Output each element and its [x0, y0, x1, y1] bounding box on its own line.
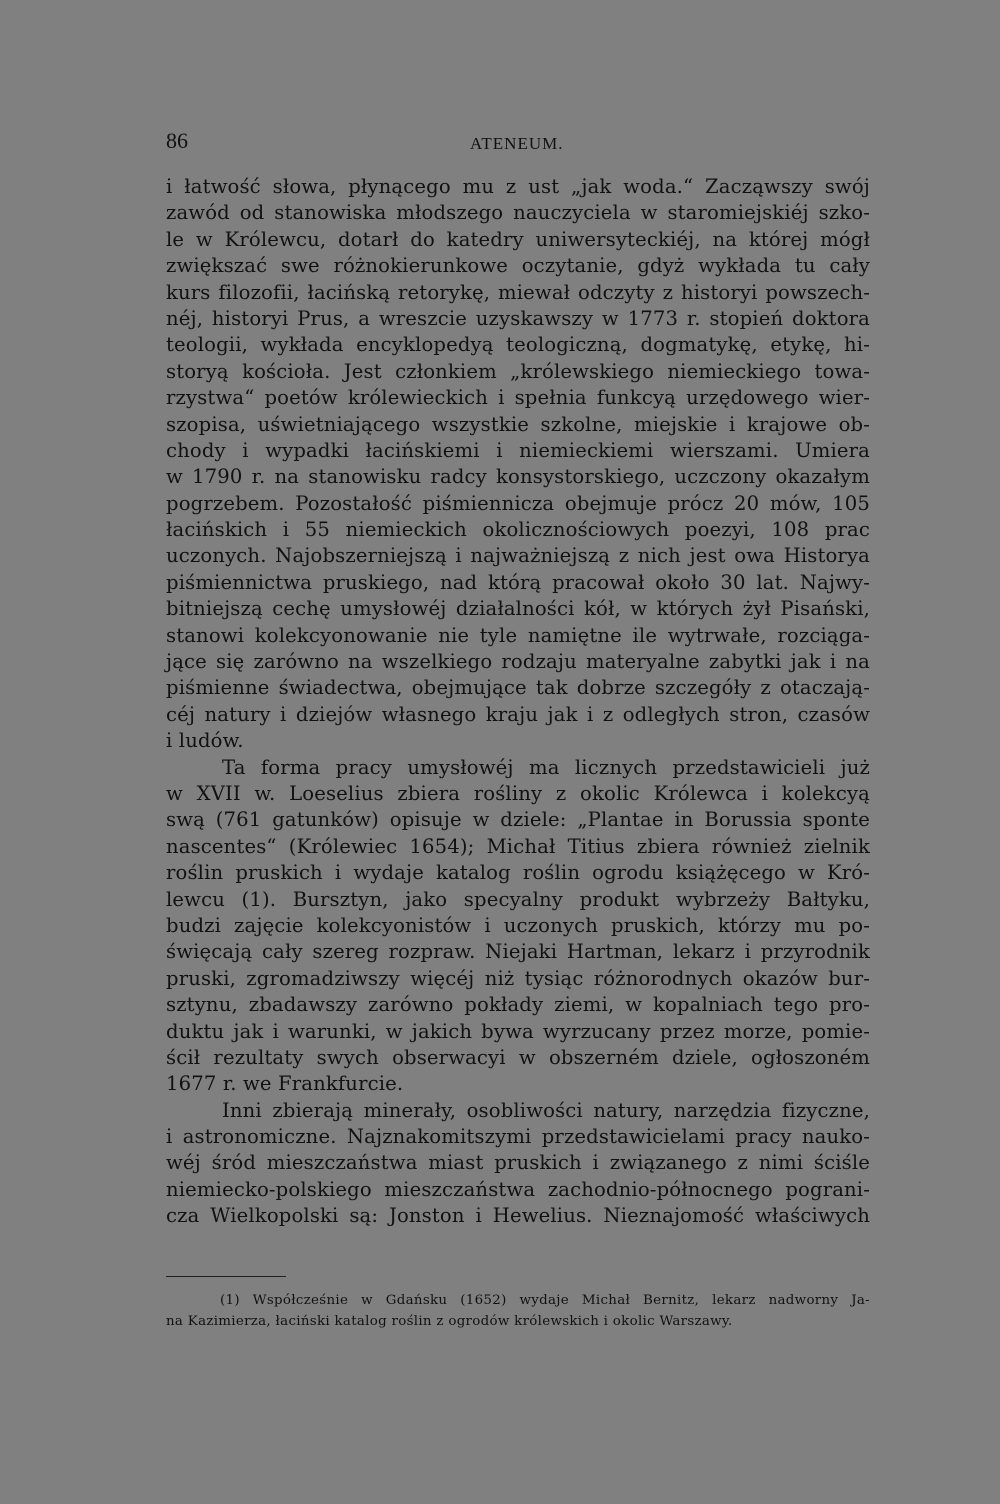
footnote-rule	[166, 1276, 286, 1277]
text-line: i ludów.	[166, 729, 244, 753]
text-line: le w Królewcu, dotarł do katedry uniwersyteckiéj, na której mógł	[166, 227, 870, 251]
page-number: 86	[166, 128, 188, 153]
text-line: budzi zajęcie kolekcyonistów i uczonych pruskich, którzy mu po-	[166, 913, 870, 937]
text-line: i astronomiczne. Najznakomitszymi przedstawicielami pracy nauko-	[166, 1125, 870, 1149]
text-line: w 1790 r. na stanowisku radcy konsystorskiego, uczczony okazałym	[166, 465, 870, 489]
text-line: néj, historyi Prus, a wreszcie uzyskawszy w 1773 r. stopień doktora	[166, 306, 870, 330]
text-line: szopisa, uświetniającego wszystkie szkolne, miejskie i krajowe ob-	[166, 412, 870, 436]
text-line: lewcu (1). Bursztyn, jako specyalny produkt wybrzeży Bałtyku,	[166, 887, 870, 911]
text-line: Inni zbierają minerały, osobliwości natury, narzędzia fizyczne,	[222, 1098, 870, 1122]
text-line: jące się zarówno na wszelkiego rodzaju materyalne zabytki jak i na	[166, 650, 870, 674]
text-line: sztynu, zbadawszy zarówno pokłady ziemi, w kopalniach tego pro-	[166, 993, 870, 1017]
text-line: i łatwość słowa, płynącego mu z ust „jak woda.“ Zacząwszy swój	[166, 175, 870, 198]
text-line: cza Wielkopolski są: Jonston i Hewelius. Nieznajomość właściwych	[166, 1204, 870, 1228]
footnote-line: na Kazimierza, łaciński katalog roślin z ogrodów królewskich i okolic Warszawy.	[166, 1314, 733, 1329]
body-text	[166, 174, 870, 1230]
text-line: Ta forma pracy umysłowéj ma licznych przedstawicieli już	[222, 755, 870, 779]
text-line: święcają cały szereg rozpraw. Niejaki Hartman, lekarz i przyrodnik	[166, 940, 870, 964]
text-line: łacińskich i 55 niemieckich okolicznościowych poezyi, 108 prac	[166, 518, 870, 542]
text-line: swą (761 gatunków) opisuje w dziele: „Plantae in Borussia sponte	[166, 808, 870, 832]
text-line: zawód od stanowiska młodszego nauczyciela w staromiejskiéj szko-	[166, 201, 870, 225]
text-line: storyą kościoła. Jest członkiem „królewskiego niemieckiego towa-	[166, 359, 870, 383]
running-head: ATENEUM.	[470, 134, 564, 153]
text-line: pogrzebem. Pozostałość piśmiennicza obejmuje prócz 20 mów, 105	[166, 491, 870, 515]
text-line: piśmienne świadectwa, obejmujące tak dobrze szczegóły z otaczają-	[166, 676, 870, 700]
text-line: zwiększać swe różnokierunkowe oczytanie, gdyż wykłada tu cały	[166, 254, 870, 278]
text-line: céj natury i dziejów własnego kraju jak i z odległych stron, czasów	[166, 702, 870, 726]
text-line: chody i wypadki łacińskiemi i niemieckiemi wierszami. Umiera	[166, 438, 870, 462]
text-line: bitniejszą cechę umysłowéj działalności kół, w których żył Pisański,	[166, 597, 870, 621]
text-line: pruski, zgromadziwszy więcéj niż tysiąc różnorodnych okazów bur-	[166, 966, 870, 990]
text-line: rzystwa“ poetów królewieckich i spełnia funkcyą urzędowego wier-	[166, 386, 870, 410]
text-line: 1677 r. we Frankfurcie.	[166, 1072, 404, 1096]
text-line: w XVII w. Loeselius zbiera rośliny z okolic Królewca i kolekcyą	[166, 781, 870, 805]
text-line: piśmiennictwa pruskiego, nad którą pracował około 30 lat. Najwy-	[166, 570, 870, 594]
text-line: nascentes“ (Królewiec 1654); Michał Titius zbiera również zielnik	[166, 834, 870, 858]
text-line: wéj śród mieszczaństwa miast pruskich i związanego z nimi ściśle	[166, 1151, 870, 1175]
text-line: ścił rezultaty swych obserwacyi w obszerném dziele, ogłoszoném	[166, 1045, 870, 1069]
text-line: roślin pruskich i wydaje katalog roślin ogrodu książęcego w Kró-	[166, 861, 870, 885]
text-line: kurs filozofii, łacińską retorykę, miewał odczyty z historyi powszech-	[166, 280, 870, 304]
footnote-line: (1) Współcześnie w Gdańsku (1652) wydaje Michał Bernitz, lekarz nadworny Ja-	[220, 1293, 870, 1308]
text-line: duktu jak i warunki, w jakich bywa wyrzucany przez morze, pomie-	[166, 1019, 870, 1043]
text-line: niemiecko-polskiego mieszczaństwa zachodnio-północnego pograni-	[166, 1177, 870, 1201]
text-line: teologii, wykłada encyklopedyą teologiczną, dogmatykę, etykę, hi-	[166, 333, 870, 357]
text-line: stanowi kolekcyonowanie nie tyle namiętne ile wytrwałe, rozciąga-	[166, 623, 870, 647]
text-line: uczonych. Najobszerniejszą i najważniejszą z nich jest owa Historya	[166, 544, 870, 568]
footnotes	[166, 1290, 870, 1332]
